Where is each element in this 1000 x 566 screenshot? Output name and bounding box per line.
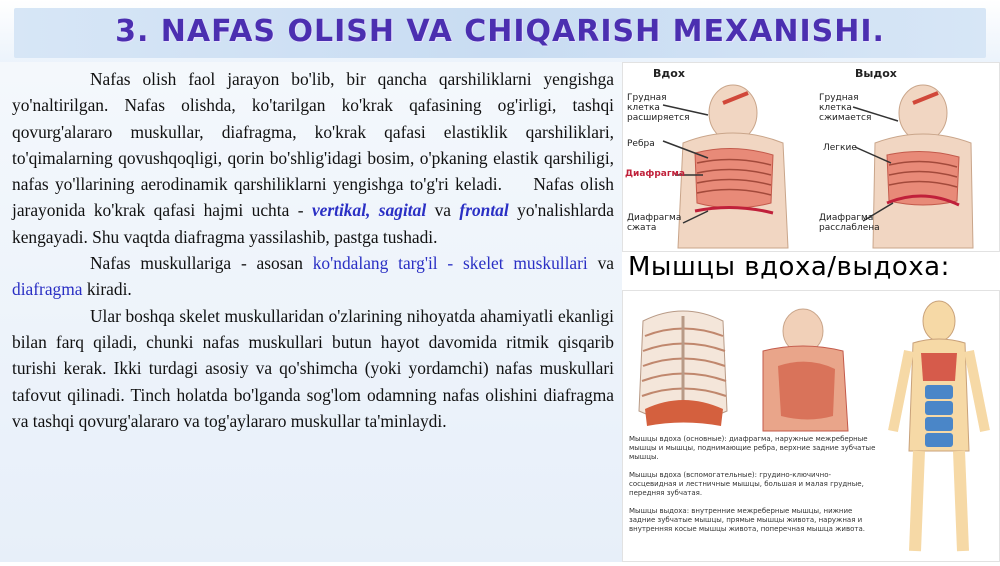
p2-va: va [597,253,614,274]
p2-text-a: Nafas muskullariga - asosan [90,253,303,274]
p1-text-c: yo'nalishlarda kengayadi. Shu vaqtda diafragma yassilashib, pastga tushadi. [12,200,614,247]
p1-text-a: Nafas olish faol jarayon bo'lib, bir qancha qarshiliklarni yengishga yo'naltirilgan. Nafas olishda, ko'tarilgan ko'krak qafasining og'irligi, tashqi qovurg'alararo muskullar, diafragma, ko'krak qafasi elastiklik qarshiliklari, to'qimalarning qovushqoqligi, qorin bo'shlig'idagi bosim, o'pkaning elastik qarshiligi, nafas yo'llarining aerodinamik qarshiliklarni yengishga to'g'ri keladi. [12,69,614,195]
p1-frontal: frontal [459,200,509,221]
label-diaphragm-contracted: Диафрагма сжата [627,213,682,233]
p1-vertical-sagital: vertikal, sagital [311,200,427,221]
rib-cage-drawing [639,311,727,426]
p1-text-b: Nafas olish jarayonida ko'krak qafasi hajmi uchta - [12,174,614,221]
exhale-title: Выдох [855,67,897,80]
paragraph-2 [12,250,614,303]
inhale-torso [678,85,788,248]
label-lungs: Легкие [823,143,857,153]
p2-skeletal-muscles: ko'ndalang targ'il - skelet muskullari [312,253,588,274]
label-ribs: Ребра [627,139,655,149]
label-diaphragm: Диафрагма [625,169,685,179]
p3-text: Ular boshqa skelet muskullaridan o'zlarining nihoyatda ahamiyatli ekanligi bilan farq qiladi, chunki nafas muskullari butun hayot davomida ritmik qisqarib turishi kerak. Ikki turdagi asosiy va qo'shimcha (yoki yordamchi) nafas muskullari tafovut qilinadi. Tinch holatda bo'lganda sog'lom odamning nafas olishini diafragma va tashqi qovurg'alararo va tog'aylararo muskullar ta'minlaydi. [12,305,614,431]
muscles-heading: Мышцы вдоха/выдоха: [628,252,950,282]
p1-va: va [434,200,451,221]
paragraph-3 [12,303,614,434]
slide-title: 3. NAFAS OLISH VA CHIQARISH MEXANISHI. [115,14,885,49]
label-chest-expands: Грудная клетка расширяется [627,93,690,123]
body-text [12,66,614,434]
p2-text-b: kiradi. [86,279,132,300]
exhale-torso [873,85,973,248]
side-torso-drawing [763,309,848,431]
caption-accessory-inhale: Мышцы вдоха (вспомогательные): грудино-ключично-сосцевидная и лестничные мышцы, большая и малая грудные, передняя зубчатая. [629,471,864,497]
inhale-title: Вдох [653,67,685,80]
p2-diaphragm: diafragma [12,279,83,300]
label-diaphragm-relaxed: Диафрагма расслаблена [819,213,880,233]
muscles-figure [622,290,1000,562]
paragraph-1 [12,66,614,250]
full-body-drawing [893,301,985,551]
caption-main-inhale: Мышцы вдоха (основные): диафрагма, наружные межреберные мышцы и мышцы, поднимающие ребра, верхние задние зубчатые мышцы. [629,435,876,461]
inhale-exhale-figure [622,62,1000,252]
label-chest-contracts: Грудная клетка сжимается [819,93,872,123]
caption-exhale: Мышцы выдоха: внутренние межреберные мышцы, нижние задние зубчатые мышцы, прямые мышцы живота, наружная и внутренняя косые мышцы живота, поперечная мышца живота. [629,507,865,533]
